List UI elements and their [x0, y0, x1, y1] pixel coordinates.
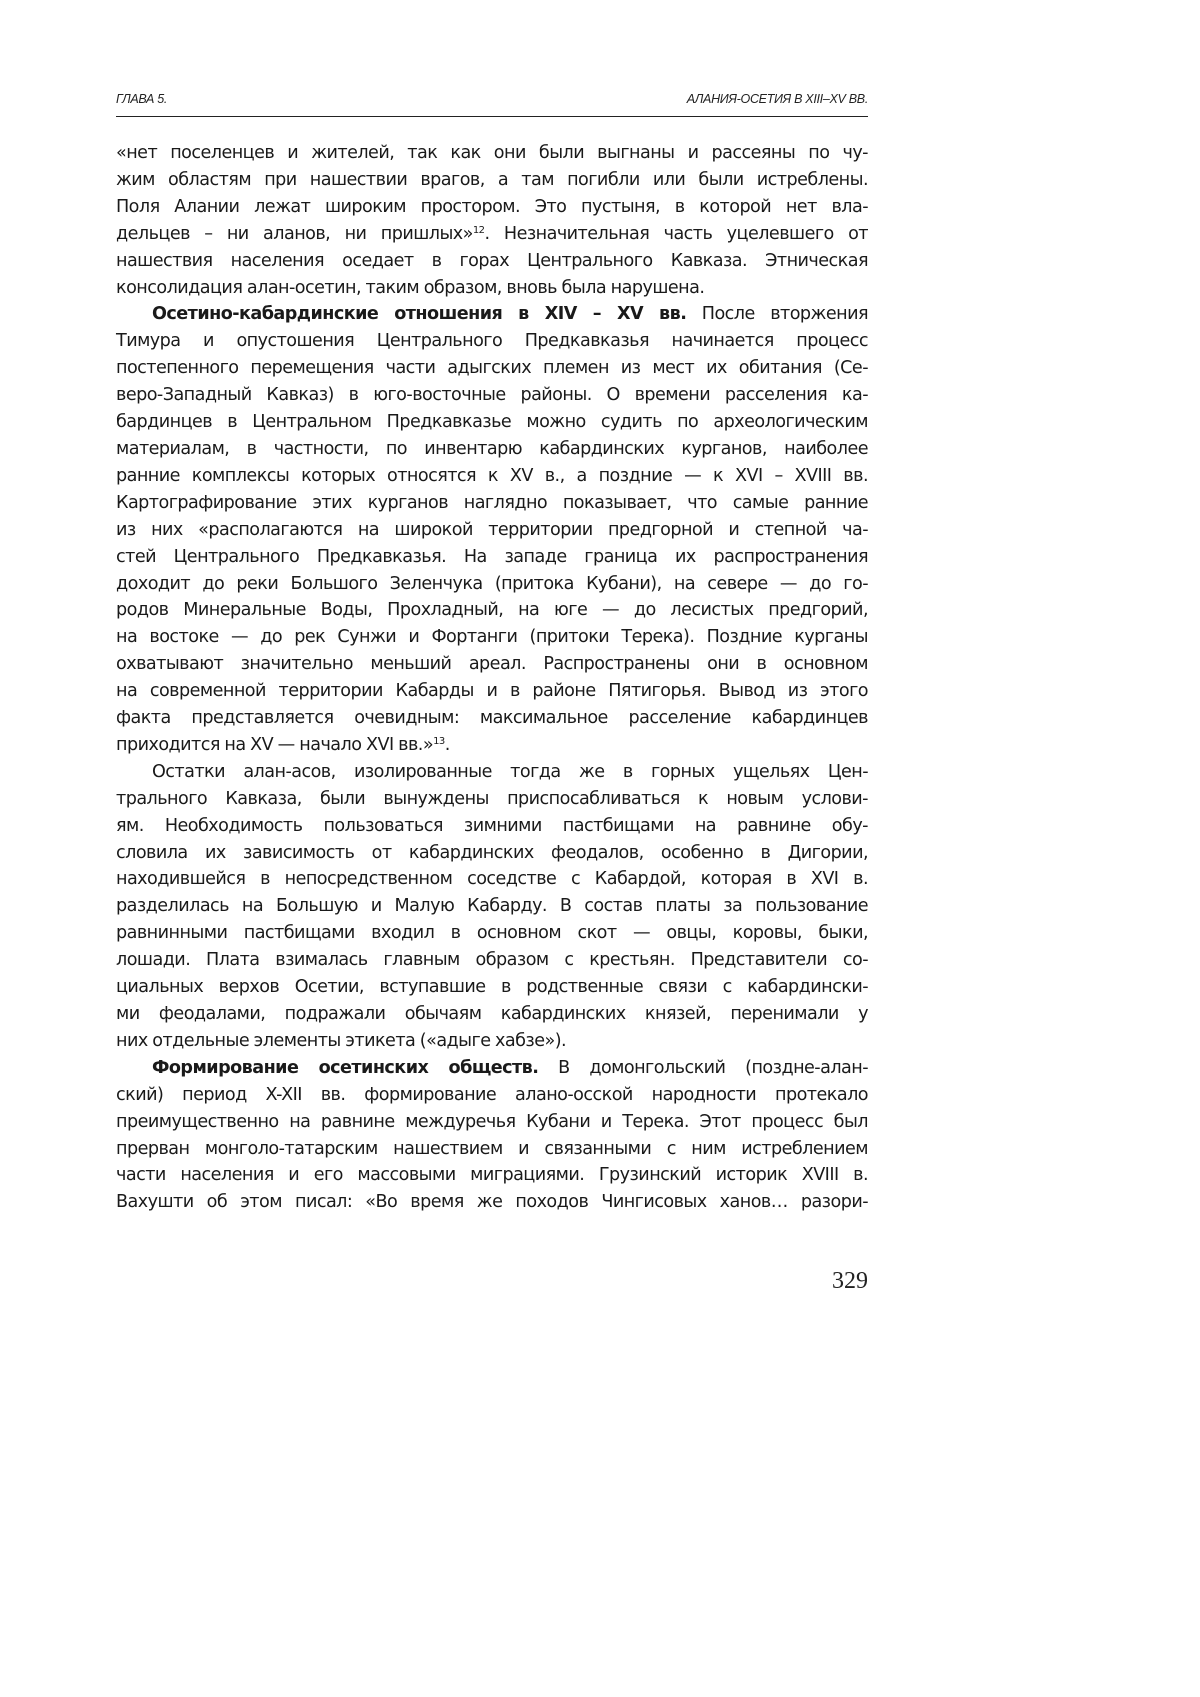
text-line: из них «располагаются на широкой территории предгорной и степной ча- [116, 517, 868, 544]
text-line: бардинцев в Центральном Предкавказье можно судить по археологическим [116, 409, 868, 436]
text-segment: . Незначительная часть уцелевшего от [485, 224, 869, 244]
text-segment: После вторжения [686, 304, 868, 324]
paragraph-3 [116, 759, 868, 1055]
text-line: преимущественно на равнине междуречья Кубани и Терека. Этот процесс был [116, 1109, 868, 1136]
text-line: них отдельные элементы этикета («адыге хабзе»). [116, 1028, 868, 1055]
text-line: ский) период X-XII вв. формирование алано-осской народности протекало [116, 1082, 868, 1109]
text-line-with-heading [116, 1055, 868, 1082]
paragraph-2 [116, 301, 868, 758]
section-heading-ossetian-kabardian: Осетино-кабардинские отношения в XIV – XV вв. [152, 304, 686, 324]
text-line-with-footnote [116, 221, 868, 248]
text-line: трального Кавказа, были вынуждены приспосабливаться к новым услови- [116, 786, 868, 813]
text-line: веро-Западный Кавказ) в юго-восточные районы. О времени расселения ка- [116, 382, 868, 409]
chapter-label: ГЛАВА 5. [116, 92, 167, 106]
text-line: лошади. Плата взималась главным образом с крестьян. Представители со- [116, 947, 868, 974]
text-line: на современной территории Кабарды и в районе Пятигорья. Вывод из этого [116, 678, 868, 705]
text-segment: дельцев – ни аланов, ни пришлых» [116, 224, 473, 244]
paragraph-4 [116, 1055, 868, 1216]
text-line: ям. Необходимость пользоваться зимними пастбищами на равнине обу- [116, 813, 868, 840]
text-line: Тимура и опустошения Центрального Предкавказья начинается процесс [116, 328, 868, 355]
text-line-with-heading [116, 301, 868, 328]
text-line: жим областям при нашествии врагов, а там погибли или были истреблены. [116, 167, 868, 194]
text-line: постепенного перемещения части адыгских племен из мест их обитания (Се- [116, 355, 868, 382]
text-line: родов Минеральные Воды, Прохладный, на юге — до лесистых предгорий, [116, 597, 868, 624]
text-line: части населения и его массовыми миграциями. Грузинский историк XVIII в. [116, 1162, 868, 1189]
running-header [116, 86, 868, 117]
text-segment: . [445, 735, 450, 755]
section-title: АЛАНИЯ-ОСЕТИЯ В XIII–XV ВВ. [687, 92, 868, 106]
page-number: 329 [832, 1268, 868, 1295]
text-line: ранние комплексы которых относятся к XV в., а поздние — к XVI – XVIII вв. [116, 463, 868, 490]
text-line: циальных верхов Осетии, вступавшие в родственные связи с кабардински- [116, 974, 868, 1001]
text-segment: В домонгольский (поздне-алан- [538, 1058, 868, 1078]
text-line: прерван монголо-татарским нашествием и связанными с ним истреблением [116, 1136, 868, 1163]
text-line: консолидация алан-осетин, таким образом, вновь была нарушена. [116, 275, 868, 302]
text-line: нашествия населения оседает в горах Центрального Кавказа. Этническая [116, 248, 868, 275]
book-page [0, 0, 1200, 1697]
text-line: Остатки алан-асов, изолированные тогда же в горных ущельях Цен- [116, 759, 868, 786]
footnote-ref-13[interactable]: 13 [433, 736, 445, 747]
text-line: находившейся в непосредственном соседстве с Кабардой, которая в XVI в. [116, 866, 868, 893]
text-line-with-footnote [116, 732, 868, 759]
text-line: охватывают значительно меньший ареал. Распространены они в основном [116, 651, 868, 678]
text-line: доходит до реки Большого Зеленчука (притока Кубани), на севере — до го- [116, 571, 868, 598]
text-line: Поля Алании лежат широким простором. Это пустыня, в которой нет вла- [116, 194, 868, 221]
paragraph-1 [116, 140, 868, 301]
text-line: материалам, в частности, по инвентарю кабардинских курганов, наиболее [116, 436, 868, 463]
text-line: стей Центрального Предкавказья. На западе граница их распространения [116, 544, 868, 571]
main-text [116, 140, 868, 1216]
text-line: факта представляется очевидным: максимальное расселение кабардинцев [116, 705, 868, 732]
text-line: Картографирование этих курганов наглядно показывает, что самые ранние [116, 490, 868, 517]
text-line: на востоке — до рек Сунжи и Фортанги (притоки Терека). Поздние курганы [116, 624, 868, 651]
text-line: разделилась на Большую и Малую Кабарду. В состав платы за пользование [116, 893, 868, 920]
text-line: Вахушти об этом писал: «Во время же походов Чингисовых ханов… разори- [116, 1189, 868, 1216]
text-line: словила их зависимость от кабардинских феодалов, особенно в Дигории, [116, 840, 868, 867]
text-segment: приходится на XV — начало XVI вв.» [116, 735, 433, 755]
section-heading-ossetian-societies: Формирование осетинских обществ. [152, 1058, 538, 1078]
text-line: ми феодалами, подражали обычаям кабардинских князей, перенимали у [116, 1001, 868, 1028]
text-line: «нет поселенцев и жителей, так как они были выгнаны и рассеяны по чу- [116, 140, 868, 167]
text-line: равнинными пастбищами входил в основном скот — овцы, коровы, быки, [116, 920, 868, 947]
footnote-ref-12[interactable]: 12 [473, 225, 485, 236]
